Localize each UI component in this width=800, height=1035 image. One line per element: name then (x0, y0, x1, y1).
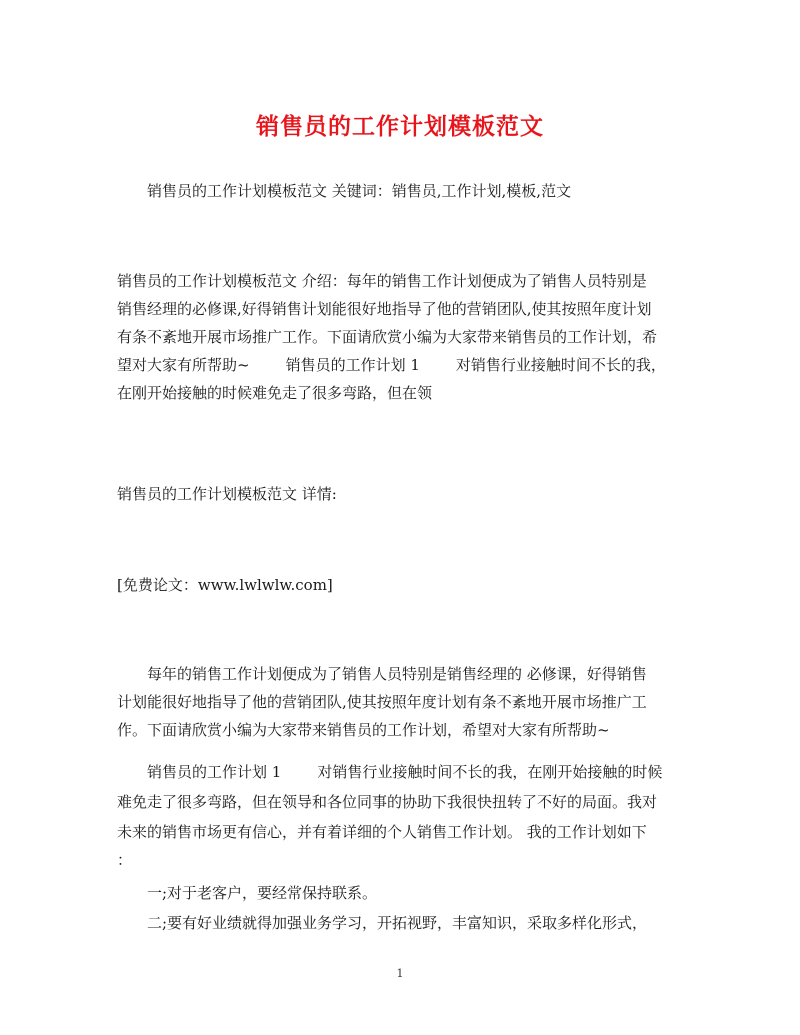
body-p2-line-2: 难免走了很多弯路，但在领导和各位同事的协助下我很快扭转了不好的局面。我对 (117, 793, 658, 811)
body-p2-line-3: 未来的销售市场更有信心，并有着详细的个人销售工作计划。 我的工作计划如下 (117, 823, 647, 841)
body-p1-line-1: 每年的销售工作计划便成为了销售人员特别是销售经理的 必修课，好得销售 (147, 665, 647, 683)
document-title: 销售员的工作计划模板范文 (256, 113, 544, 140)
body-p2-line-1 (147, 762, 727, 782)
intro-line-1: 销售员的工作计划模板范文 介绍：每年的销售工作计划便成为了销售人员特别是 (117, 272, 647, 290)
free-paper-link[interactable]: [免费论文：www.lwlwlw.com] (117, 576, 333, 594)
intro-line-4-part-a: 望对大家有所帮助~ (117, 356, 250, 374)
body-p2-line-1-part-a: 销售员的工作计划 1 (147, 763, 282, 781)
intro-line-2: 销售经理的必修课,好得销售计划能很好地指导了他的营销团队,使其按照年度计划 (117, 300, 652, 318)
body-p2-line-1-part-b: 对销售行业接触时间不长的我，在刚开始接触的时候 (317, 763, 663, 781)
intro-line-5: 在刚开始接触的时候难免走了很多弯路，但在领 (117, 384, 433, 402)
body-p1-line-2: 计划能很好地指导了他的营销团队,使其按照年度计划有条不紊地开展市场推广工 (117, 693, 647, 711)
intro-line-4-part-b: 销售员的工作计划 1 (285, 356, 420, 374)
body-p2-line-4: ： (117, 851, 133, 869)
intro-line-3: 有条不紊地开展市场推广工作。下面请欣赏小编为大家带来销售员的工作计划，希 (117, 328, 658, 346)
body-p1-line-3: 作。下面请欣赏小编为大家带来销售员的工作计划，希望对大家有所帮助~ (117, 721, 610, 739)
intro-line-4-part-c: 对销售行业接触时间不长的我， (455, 356, 666, 374)
list-item-2: 二;要有好业绩就得加强业务学习，开拓视野，丰富知识，采取多样化形式， (147, 914, 648, 932)
details-label: 销售员的工作计划模板范文 详情: (117, 485, 337, 503)
keywords-line: 销售员的工作计划模板范文 关键词：销售员,工作计划,模板,范文 (147, 182, 572, 200)
intro-line-4 (117, 355, 697, 375)
page-number: 1 (396, 967, 404, 980)
list-item-1: 一;对于老客户，要经常保持联系。 (147, 884, 378, 902)
